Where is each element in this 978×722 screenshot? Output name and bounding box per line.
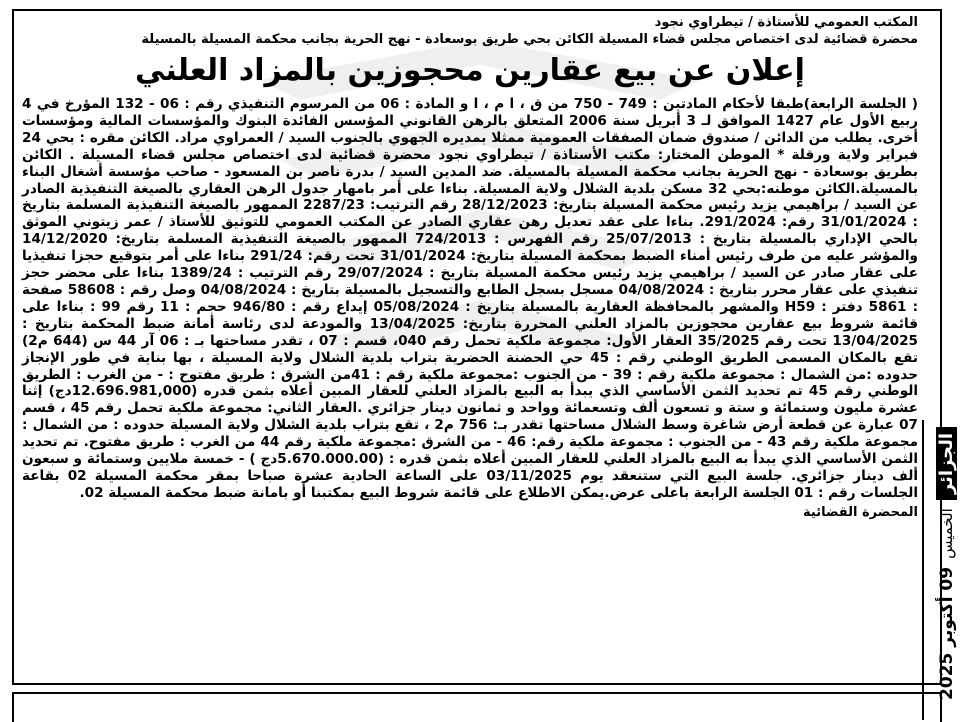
notice-content (22, 14, 918, 521)
sidebar-label (936, 427, 957, 700)
notice-signature: المحضرة القضائية (803, 504, 918, 520)
court-line: محضرة قضائية لدى اختصاص مجلس قضاء المسيلة الكائن بحي طريق بوسعادة - نهج الحرية بجانب محكمة المسيلة بالمسيلة (141, 32, 918, 47)
sidebar-day: الخميس (937, 508, 956, 559)
next-notice-frame (12, 692, 942, 722)
notice-title: إعلان عن بيع عقارين محجوزين بالمزاد العلني (135, 53, 805, 88)
office-line: المكتب العمومي للأستاذة / تيطراوي نجود (654, 15, 918, 30)
notice-body: ( الجلسة الرابعة)طبقا لأحكام المادتين : 749 - 750 من ق ، ا م ، ا و المادة : 06 من المرسوم التنفيذي رقم : 06 - 132 المؤرخ في 4 ربيع الأول عام 1427 الموافق لـ 3 أبريل سنة 2006 المتعلق بالرهن القانوني المؤسس الفائدة البنوك والمؤسسات المالية ومؤسسات أخرى. يطلب من الدائن / صندوق ضمان الصفقات العمومية ممثلا بمديره الجهوي بالجنوب السيد / العمراوي مراد. الكائن مقره : بحي 24 فبراير ولاية ورقلة * الموطن المختار: مكتب الأستاذة / تيطراوي نجود محضرة قضائية لدى اختصاص مجلس قضاء المسيلة . الكائن بطريق بوسعادة - نهج الحرية بجانب محكمة المسيلة بالمسيلة. ضد المدين السيد / بدرة ناصر بن المسعود - صاحب مؤسسة أشغال البناء بالمسيلة.الكائن موطنه:بحي 32 مسكن بلدية الشلال ولاية المسيلة. بناءا على أمر بامهار جدول الرهن العقاري بالصيغة التنفيذية الصادر عن السيد / براهيمي يزيد رئيس محكمة المسيلة بتاريخ: 28/12/2023 رقم الترتيب: 2287/23 الممهور بالصيغة التنفيذية المسلمة بتاريخ : 31/01/2024 رقم: 291/2024. بناءا على عقد تعديل رهن عقاري الصادر عن المكتب العمومي للتوثيق للأستاذ / عمر زيتوني الموثق بالحي الإداري بالمسيلة بتاريخ : 25/07/2013 رقم الفهرس : 724/2013 الممهور بالصيغة التنفيذية المسلمة بتاريخ: 14/12/2020 والمؤشر عليه من طرف رئيس أمناء الضبط بمحكمة المسيلة بتاريخ: 31/01/2024 تحت رقم: 291/24 بناءا على أمر بتوقيع حجزا تنفيذيا على عقار صادر عن السيد / براهيمي يزيد رئيس محكمة المسيلة بتاريخ : 29/07/2024 رقم الترتيب : 1389/24 بناءا على محضر حجز تنفيذي على عقار محرر بتاريخ : 04/08/2024 مسجل بسجل الطابع والتسجيل بالمسيلة بتاريخ : 04/08/2024 وصل رقم : 58608 صفحة : 5861 دفتر : H59 والمشهر بالمحافظة العقارية بالمسيلة بتاريخ : 05/08/2024 إيداع رقم : 946/80 حجم : 11 رقم 99 : بناءا على قائمة شروط بيع عقارين محجوزين بالمزاد العلني المحررة بتاريخ: 13/04/2025 والمودعة لدى رئاسة أمانة ضبط المحكمة بتاريخ : 13/04/2025 تحت رقم 35/2025 العقار الأول: مجموعة ملكية تحمل رقم 040، قسم : 07 ، تقدر مساحتها بـ : 06 آر 44 س (644 م2) تقع بالمكان المسمى الطريق الوطني رقم : 45 حي الحضنة الحضرية بتراب بلدية الشلال ولاية المسيلة ، بها بناية في طور الإنجاز حدوده :من الشمال : مجموعة ملكية رقم : 39 - من الجنوب :مجموعة ملكية رقم : 41من الشرق : طريق مفتوح : - من الغرب : الطريق الوطني رقم 45 تم تحديد الثمن الأساسي الذي يبدأ به البيع بالمزاد العلني للعقار المبين أعلاه بثمن قدره (12.696.981,000دج) إثنا عشرة مليون وستمائة و ستة و تسعون ألف وتسعمائة وواحد و ثمانون دينار جزائري .العقار الثاني: مجموعة ملكية تحمل رقم 45 ، قسم 07 عبارة عن قطعة أرض شاغرة وسط الشلال مساحتها تقدر بـ: 756 م2 ، تقع بتراب بلدية الشلال ولاية المسيلة حدوده : من الشمال : مجموعة ملكية رقم 43 - من الجنوب : مجموعة ملكية رقم: 46 - من الشرق :مجموعة ملكية رقم 44 من الغرب : طريق مفتوح. تم تحديد الثمن الأساسي الذي يبدأ به البيع بالمزاد العلني للعقار المبين أعلاه بثمن قدره : (5.670.000.00دج ) - خمسة ملايين وستمائة و سبعون ألف دينار جزائري. جلسة البيع التي ستنعقد يوم 03/11/2025 على الساعة الحادية عشرة صباحا بمقر محكمة المسيلة 02 بقاعة الجلسات رقم : 01 الجلسة الرابعة باعلى عرض.يمكن الاطلاع على قائمة شروط البيع بمكتبنا أو بامانة ضبط محكمة المسيلة 02. (22, 96, 919, 501)
sidebar-date: 09 أكتوبر 2025 (936, 566, 957, 700)
sidebar-brand: الجزائر (936, 427, 957, 500)
